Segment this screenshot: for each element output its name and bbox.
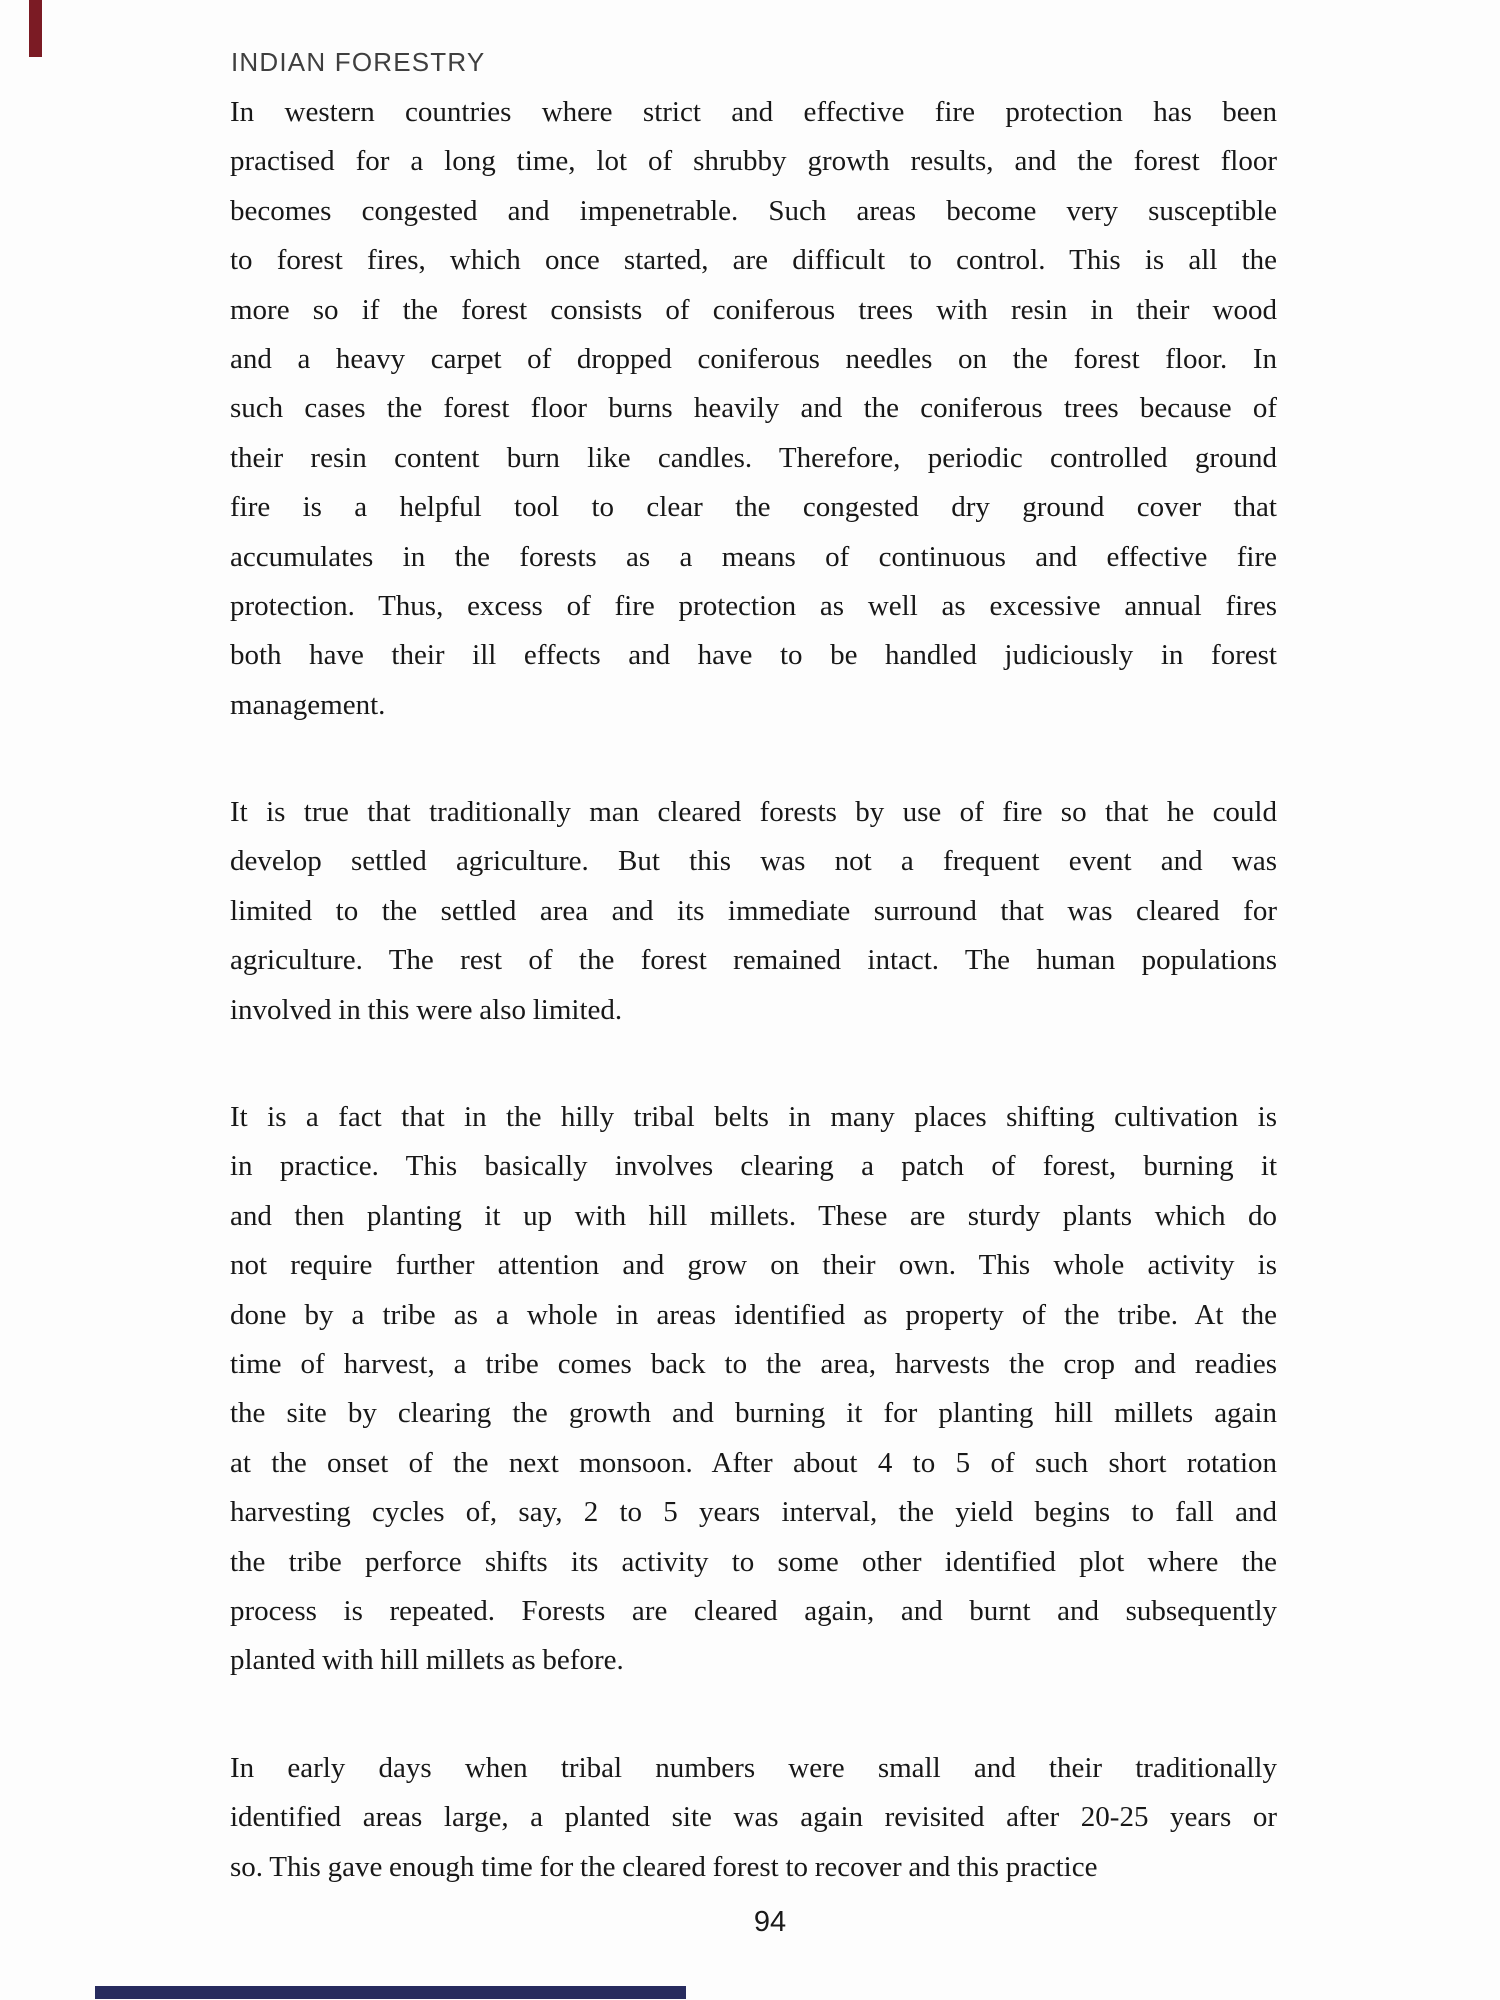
- text-line: planted with hill millets as before.: [230, 1644, 624, 1677]
- text-line: accumulates in the forests as a means of continuous and effective fire: [230, 540, 1277, 573]
- text-line: and a heavy carpet of dropped coniferous needles on the forest floor. In: [230, 342, 1277, 375]
- text-line: both have their ill effects and have to be handled judiciously in forest: [230, 639, 1277, 672]
- blue-scan-edge-mark: [95, 1986, 686, 1999]
- text-line: fire is a helpful tool to clear the congested dry ground cover that: [230, 491, 1277, 524]
- text-line: and then planting it up with hill millets. These are sturdy plants which do: [230, 1199, 1277, 1232]
- text-line: to forest fires, which once started, are difficult to control. This is all the: [230, 244, 1277, 277]
- text-line: protection. Thus, excess of fire protection as well as excessive annual fires: [230, 589, 1277, 622]
- text-line: becomes congested and impenetrable. Such areas become very susceptible: [230, 194, 1277, 227]
- text-line: harvesting cycles of, say, 2 to 5 years interval, the yield begins to fall and: [230, 1496, 1277, 1529]
- text-line: not require further attention and grow on their own. This whole activity is: [230, 1249, 1277, 1282]
- text-line: agriculture. The rest of the forest remained intact. The human populations: [230, 944, 1277, 977]
- text-line: in practice. This basically involves clearing a patch of forest, burning it: [230, 1150, 1277, 1183]
- text-line: such cases the forest floor burns heavily and the coniferous trees because of: [230, 392, 1277, 425]
- running-header: INDIAN FORESTRY: [231, 47, 486, 77]
- red-scan-edge-mark: [29, 0, 42, 57]
- text-line: so. This gave enough time for the cleared forest to recover and this practice: [230, 1850, 1098, 1883]
- text-line: limited to the settled area and its immediate surround that was cleared for: [230, 894, 1277, 927]
- text-line: identified areas large, a planted site was again revisited after 20-25 years or: [230, 1801, 1277, 1834]
- text-line: their resin content burn like candles. Therefore, periodic controlled ground: [230, 441, 1277, 474]
- text-line: develop settled agriculture. But this was not a frequent event and was: [230, 845, 1277, 878]
- text-line: done by a tribe as a whole in areas identified as property of the tribe. At the: [230, 1298, 1277, 1331]
- text-line: time of harvest, a tribe comes back to the area, harvests the crop and readies: [230, 1347, 1277, 1380]
- text-line: management.: [230, 688, 386, 721]
- text-line: It is a fact that in the hilly tribal belts in many places shifting cultivation is: [230, 1101, 1277, 1134]
- paragraph: [230, 788, 1277, 1035]
- body-text: [230, 88, 1277, 1892]
- text-line: more so if the forest consists of coniferous trees with resin in their wood: [230, 293, 1277, 326]
- page-number: 94: [753, 1906, 787, 1938]
- text-line: process is repeated. Forests are cleared again, and burnt and subsequently: [230, 1594, 1277, 1627]
- paragraph: [230, 1093, 1277, 1686]
- text-line: at the onset of the next monsoon. After about 4 to 5 of such short rotation: [230, 1446, 1277, 1479]
- text-line: the site by clearing the growth and burning it for planting hill millets again: [230, 1397, 1277, 1430]
- text-line: In early days when tribal numbers were small and their traditionally: [230, 1751, 1277, 1784]
- text-line: involved in this were also limited.: [230, 993, 623, 1026]
- paragraph: [230, 88, 1277, 730]
- paragraph: [230, 1744, 1277, 1892]
- text-line: the tribe perforce shifts its activity to some other identified plot where the: [230, 1545, 1277, 1578]
- text-line: It is true that traditionally man cleared forests by use of fire so that he could: [230, 796, 1277, 829]
- text-line: practised for a long time, lot of shrubby growth results, and the forest floor: [230, 145, 1277, 178]
- text-line: In western countries where strict and effective fire protection has been: [230, 96, 1277, 128]
